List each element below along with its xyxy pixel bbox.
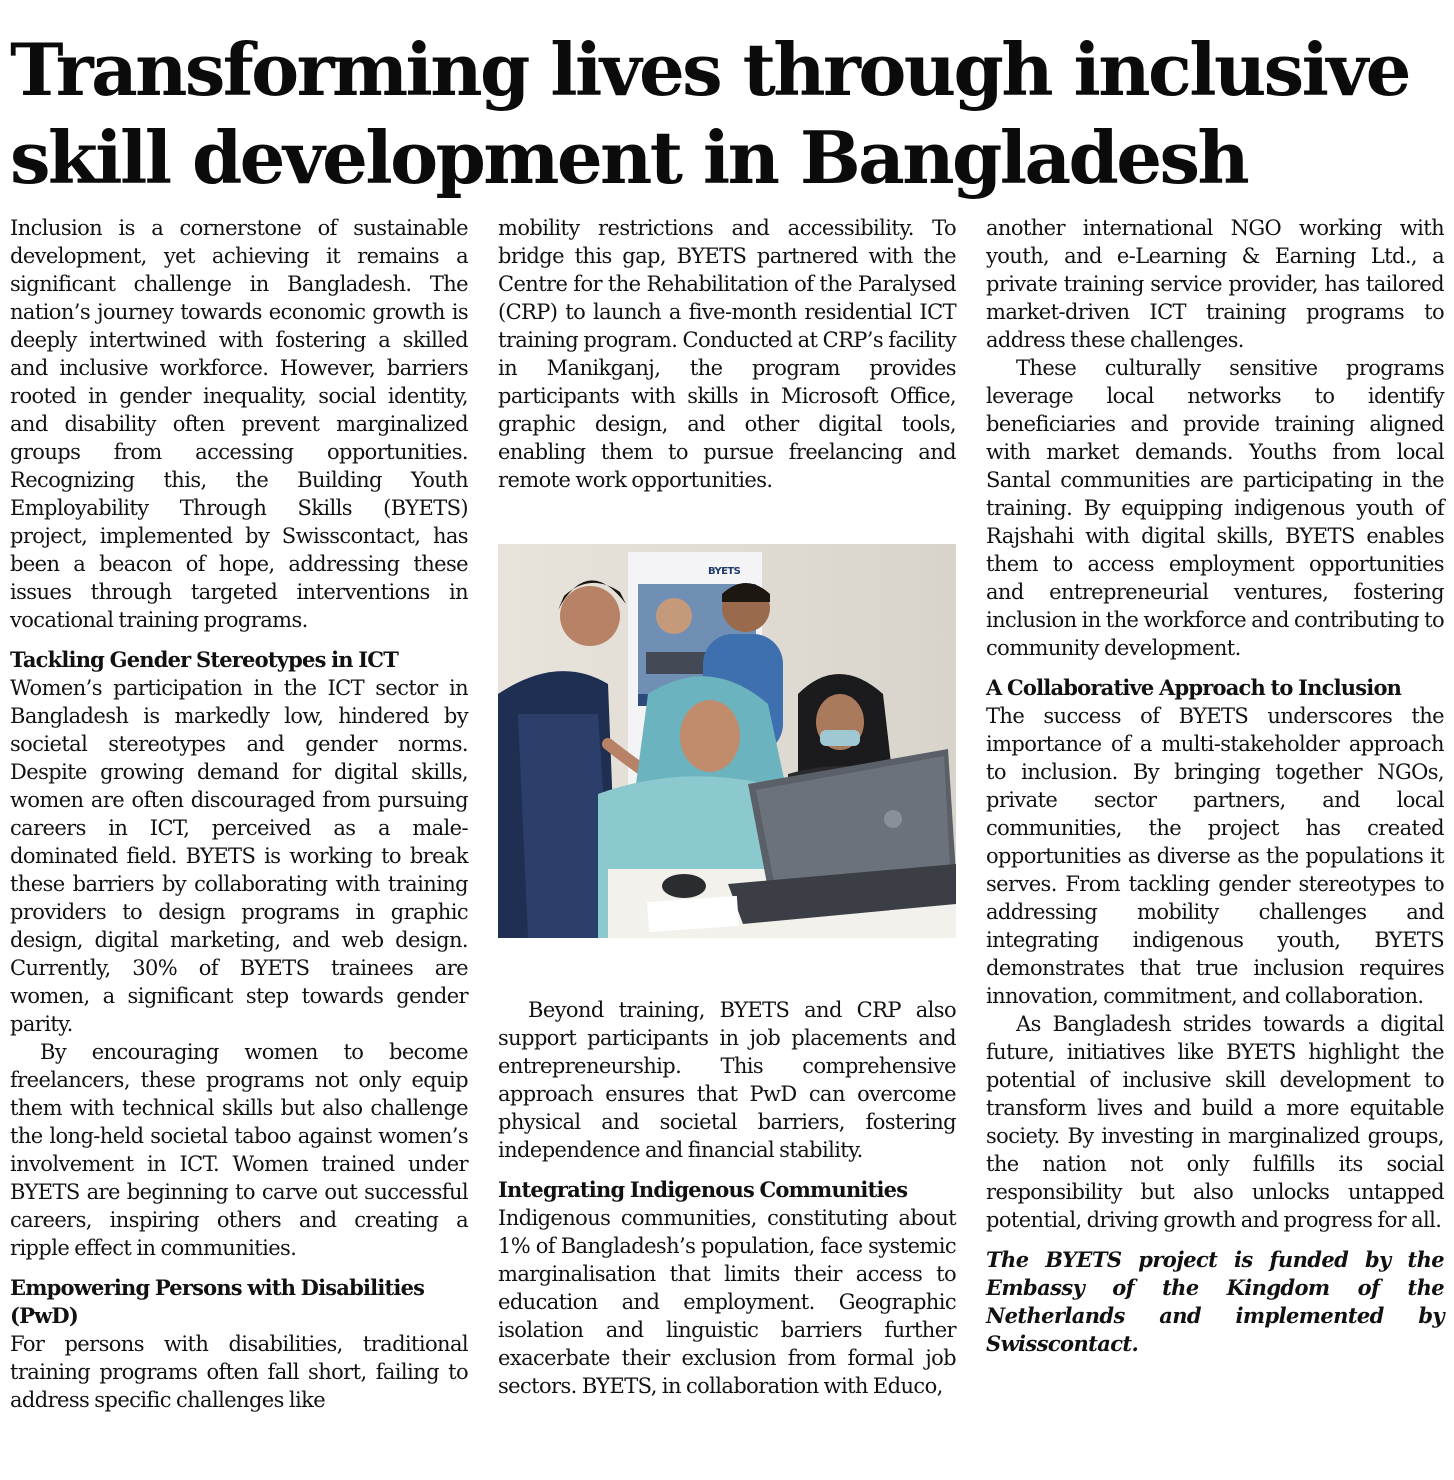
pwd-paragraph-1: For persons with disabilities, traditional training programs often fall short, failing to address specific challenges like <box>10 1332 468 1412</box>
training-session-photo <box>498 544 956 938</box>
section-heading-collaborative: A Collaborative Approach to Inclusion <box>986 675 1402 700</box>
article-photo <box>498 544 956 938</box>
collaborative-paragraph-1: The success of BYETS underscores the importance of a multi-stakeholder approach to inclusion. By bringing together NGOs, private sector partners, and local communities, the project has created opportunities as diverse as the populations it serves. From tackling gender stereotypes to addressing mobility challenges and integrating indigenous youth, BYETS demonstrates that true inclusion requires innovation, commitment, and collaboration. <box>986 704 1444 1008</box>
pwd-paragraph-continued: mobility restrictions and accessibility. To bridge this gap, BYETS partnered with the Centre for the Rehabilitation of the Paralysed (CRP) to launch a five-month residential ICT training program. Conducted at CRP’s facility in Manikganj, the program provides participants with skills in Microsoft Office, graphic design, and other digital tools, enabling them to pursue freelancing and remote work opportunities. <box>498 216 956 492</box>
section-heading-gender: Tackling Gender Stereotypes in ICT <box>10 647 399 672</box>
gender-paragraph-1: Women’s participation in the ICT sector in Bangladesh is markedly low, hindered by societal stereotypes and gender norms. Despite growing demand for digital skills, women are often discouraged from pursuing careers in ICT, perceived as a male-dominated field. BYETS is working to break these barriers by collaborating with training providers to design programs in graphic design, digital marketing, and web design. Currently, 30% of BYETS trainees are women, a significant step towards gender parity. <box>10 676 468 1036</box>
indigenous-paragraph-1: Indigenous communities, constituting about 1% of Bangladesh’s population, face systemic marginalisation that limits their access to education and employment. Geographic isolation and linguistic barriers further exacerbate their exclusion from formal job sectors. BYETS, in collaboration with Educo, <box>498 1206 956 1398</box>
column-3 <box>986 214 1444 1358</box>
funding-credit: The BYETS project is funded by the Embassy of the Kingdom of the Netherlands and implemented by Swisscontact. <box>986 1247 1444 1356</box>
indigenous-paragraph-2: These culturally sensitive programs leverage local networks to identify beneficiaries and provide training aligned with market demands. Youths from local Santal communities are participating in the training. By equipping indigenous youth of Rajshahi with digital skills, BYETS enables them to access employment opportunities and entrepreneurial ventures, fostering inclusion in the workforce and contributing to community development. <box>986 356 1444 660</box>
section-heading-indigenous: Integrating Indigenous Communities <box>498 1177 908 1202</box>
column-1 <box>10 214 468 1414</box>
collaborative-paragraph-2: As Bangladesh strides towards a digital future, initiatives like BYETS highlight the potential of inclusive skill development to transform lives and build a more equitable society. By investing in marginalized groups, the nation not only fulfills its social responsibility but also unlocks untapped potential, driving growth and progress for all. <box>986 1012 1444 1232</box>
gender-paragraph-2: By encouraging women to become freelancers, these programs not only equip them with technical skills but also challenge the long-held societal taboo against women’s involvement in ICT. Women trained under BYETS are beginning to carve out successful careers, inspiring others and creating a ripple effect in communities. <box>10 1040 468 1260</box>
intro-paragraph: Inclusion is a cornerstone of sustainable development, yet achieving it remains a significant challenge in Bangladesh. The nation’s journey towards economic growth is deeply intertwined with fostering a skilled and inclusive workforce. However, barriers rooted in gender inequality, social identity, and disability often prevent marginalized groups from accessing opportunities. Recognizing this, the Building Youth Employability Through Skills (BYETS) project, implemented by Swisscontact, has been a beacon of hope, addressing these issues through targeted interventions in vocational training programs. <box>10 216 468 632</box>
column-2 <box>498 214 956 1400</box>
section-heading-pwd: Empowering Persons with Disabilities (PwD) <box>10 1275 425 1328</box>
indigenous-paragraph-continued: another international NGO working with youth, and e-Learning & Earning Ltd., a private training service provider, has tailored market-driven ICT training programs to address these challenges. <box>986 216 1444 352</box>
headline: Transforming lives through inclusive skill development in Bangladesh <box>10 27 1409 200</box>
pwd-paragraph-2: Beyond training, BYETS and CRP also support participants in job placements and entrepreneurship. This comprehensive approach ensures that PwD can overcome physical and societal barriers, fostering independence and financial stability. <box>498 998 956 1162</box>
banner-text: BYETS <box>708 566 741 577</box>
